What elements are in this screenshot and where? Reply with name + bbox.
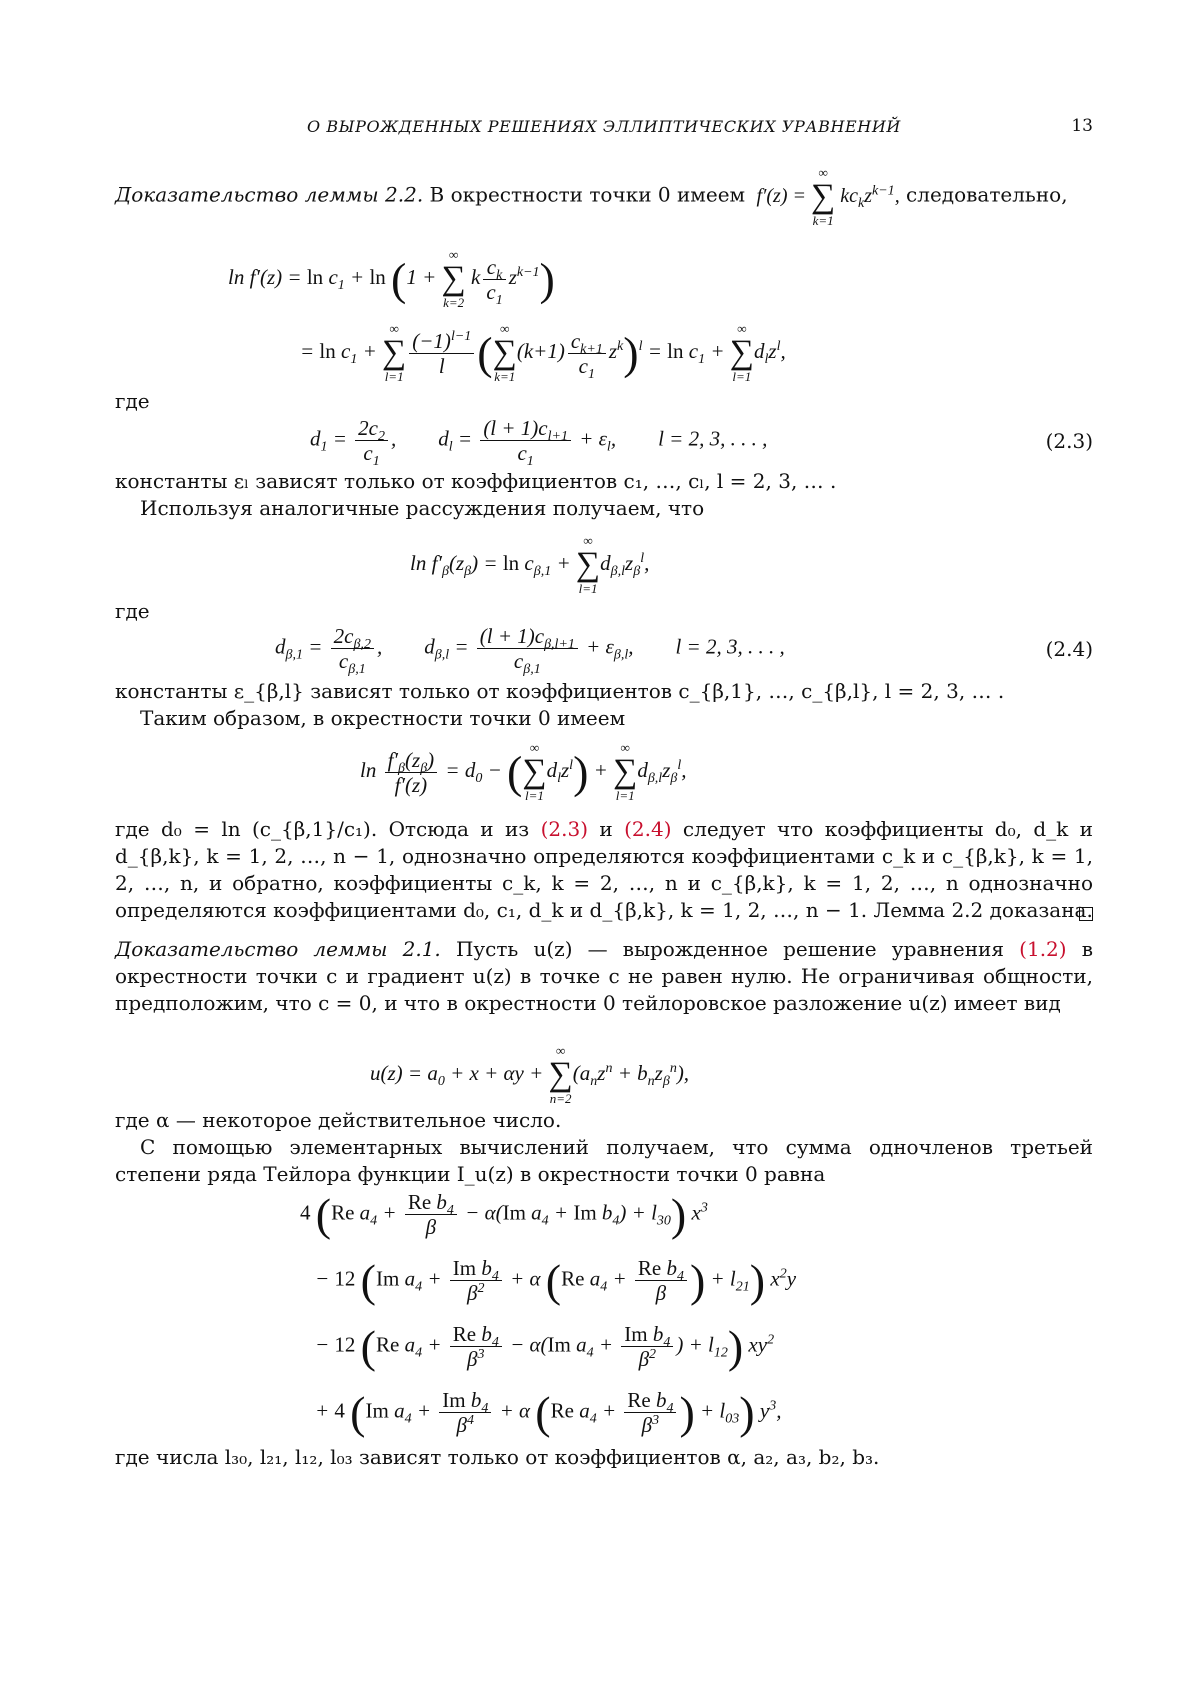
- proof-22-conclusion: [115, 816, 1093, 924]
- final-paragraph: [115, 1444, 1093, 1471]
- qed-square-icon: [1079, 907, 1093, 921]
- alpha-paragraph: [115, 1107, 1093, 1188]
- proof-22-intro-tail: следовательно,: [906, 182, 1068, 207]
- beta-log-expansion: $\ln f'_\beta(z_\beta) = \ln c_{\beta,1}$ + ∞ ∑ $l=1d_{\beta,l}z_\beta^l$,: [410, 533, 650, 596]
- proof-21-text-2: в окрестности точки c и градиент u(z) в точке c не равен нулю. Не ограничивая общности, предположим, что c = 0, и что в окрестности 0 тейлоровское разложение u(z) имеет вид: [115, 937, 1094, 1015]
- word-where-2: [115, 598, 1093, 625]
- equation-2-4: $d_{\beta,1}$ = $\frac{2c_{\beta,2}}{c_{\beta,1}}$ , $d_{\beta,l}$ = $\frac{(l + 1)c_{\beta,l+1}}{c_{\beta,1}}$ + $\varepsilon_{\beta,l}$, l = 2, 3, . . . , (2.4): [275, 624, 1093, 678]
- reference-1-2[interactable]: (1.2): [1019, 937, 1067, 961]
- ratio-log-formula: ln $\frac{f'_\beta(z_\beta)}{f'(z)}$ = $d_0$ − ( ∞ ∑ $l=1d_lz^l$) + ∞ ∑ $l=1d_{\beta,l}z_\beta^l$,: [360, 740, 687, 803]
- equation-number-2-4: (2.4): [1045, 637, 1093, 661]
- conclusion-end: следует что коэффициенты d₀, d_k и d_{β,k}, k = 1, 2, …, n − 1, однозначно определяются коэффициентами c_k и c_{β,k}, k = 1, 2, …, n, и обратно, коэффициенты c_k, k = 2, …, n и c_{β,k}, k = 1, 2, …, n однозначно определяются коэффициентами d₀, c₁, d_k и d_{β,k}, k = 1, 2, …, n − 1. Лемма 2.2 доказана.: [115, 817, 1093, 922]
- reference-2-4[interactable]: (2.4): [624, 817, 672, 841]
- cubic-term-x3: 4 (Re $a_4$ + $\frac{Re b_4}{\beta}$ − α(Im $a_4 + Im$ $b_4) + l_{30}$) $x^3$: [300, 1189, 708, 1240]
- word-where-1: [115, 388, 1093, 415]
- where-text: где: [115, 389, 150, 413]
- conclusion-and: и: [599, 817, 613, 841]
- proof-21-heading: Доказательство леммы 2.1.: [115, 937, 441, 961]
- log-expansion-line-2: = $\ln c_1$ + ∞ ∑ l=1 $\frac{(-1)^{l-1}}{l}$ ( ∞ ∑ k=1(k+1) $\frac{c_{k+1}}{c_1}$ $z^k)^l = \ln c_1$ + ∞ ∑ $l=1d_lz^l$,: [300, 321, 786, 384]
- proof-22-heading: Доказательство леммы 2.2.: [115, 182, 424, 207]
- proof-21-intro: [115, 936, 1093, 1017]
- derivative-series: f′(z) = ∞ ∑ k=1 $kc_kz^{k-1}$,: [751, 165, 900, 228]
- proof-21-text-1: Пусть u(z) — вырожденное решение уравнения: [455, 937, 1004, 961]
- log-expansion-line-1: $\ln f'(z) = \ln c_1 + \ln (1$ + ∞ ∑ k=2 k $\frac{c_k}{c_1}$ $z^{k-1}$): [228, 247, 555, 310]
- compute-text: С помощью элементарных вычислений получаем, что сумма одночленов третьей степени ряда Тейлора функции I_u(z) в окрестности точки 0 равна: [115, 1135, 1093, 1186]
- final-text: где числа l₃₀, l₂₁, l₁₂, l₀₃ зависят только от коэффициентов α, a₂, a₃, b₂, b₃.: [115, 1445, 880, 1469]
- page-number: 13: [1071, 116, 1093, 136]
- constants-text: константы εₗ зависят только от коэффициентов c₁, …, cₗ, l = 2, 3, … .: [115, 469, 837, 493]
- cubic-term-y3: + 4 (Im $a_4$ + $\frac{Im b_4}{\beta^4}$ + α (Re $a_4$ + $\frac{Re b_4}{\beta^3}$ ) + $l_{03}$) $y^3$,: [315, 1387, 782, 1438]
- where-text: где: [115, 599, 150, 623]
- constants-paragraph: [115, 468, 1093, 522]
- thus-text: Таким образом, в окрестности точки 0 имеем: [140, 706, 626, 730]
- cubic-term-x2y: − 12 (Im $a_4$ + $\frac{Im b_4}{\beta^2}$ + α (Re $a_4$ + $\frac{Re b_4}{\beta}$ ) + $l_{21}$) $x^2y$: [315, 1255, 797, 1306]
- alpha-text: где α — некоторое действительное число.: [115, 1108, 562, 1132]
- cubic-term-xy2: − 12 (Re $a_4$ + $\frac{Re b_4}{\beta^3}$ − α(Im $a_4$ + $\frac{Im b_4}{\beta^2}$ ) + $l_{12}$) $xy^2$: [315, 1321, 775, 1372]
- proof-22-intro-text: В окрестности точки 0 имеем: [429, 182, 746, 207]
- constants-paragraph-2: [115, 678, 1093, 732]
- equation-number-2-3: (2.3): [1045, 429, 1093, 453]
- paper-page: [115, 0, 1093, 1697]
- taylor-expansion-u: $u(z) = a_0 + x + \alpha y$ + ∞ ∑ $n=2(a_nz^n + b_nz_\beta^n)$,: [370, 1043, 690, 1106]
- conclusion-start: где d₀ = ln (c_{β,1}/c₁). Отсюда и из: [115, 817, 530, 841]
- analog-text: Используя аналогичные рассуждения получаем, что: [140, 496, 705, 520]
- constants-text-2: константы ε_{β,l} зависят только от коэффициентов c_{β,1}, …, c_{β,l}, l = 2, 3, … .: [115, 679, 1005, 703]
- equation-2-3: $d_1$ = $\frac{2c_2}{c_1}$ , $d_l$ = $\frac{(l + 1)c_{l+1}}{c_1}$ + $\varepsilon_l$, l = 2, 3, . . . , (2.3): [310, 416, 1093, 470]
- proof-22-intro: [115, 166, 1093, 228]
- running-title: О ВЫРОЖДЕННЫХ РЕШЕНИЯХ ЭЛЛИПТИЧЕСКИХ УРАВНЕНИЙ: [307, 117, 901, 136]
- running-header: [115, 113, 1093, 139]
- reference-2-3[interactable]: (2.3): [540, 817, 589, 841]
